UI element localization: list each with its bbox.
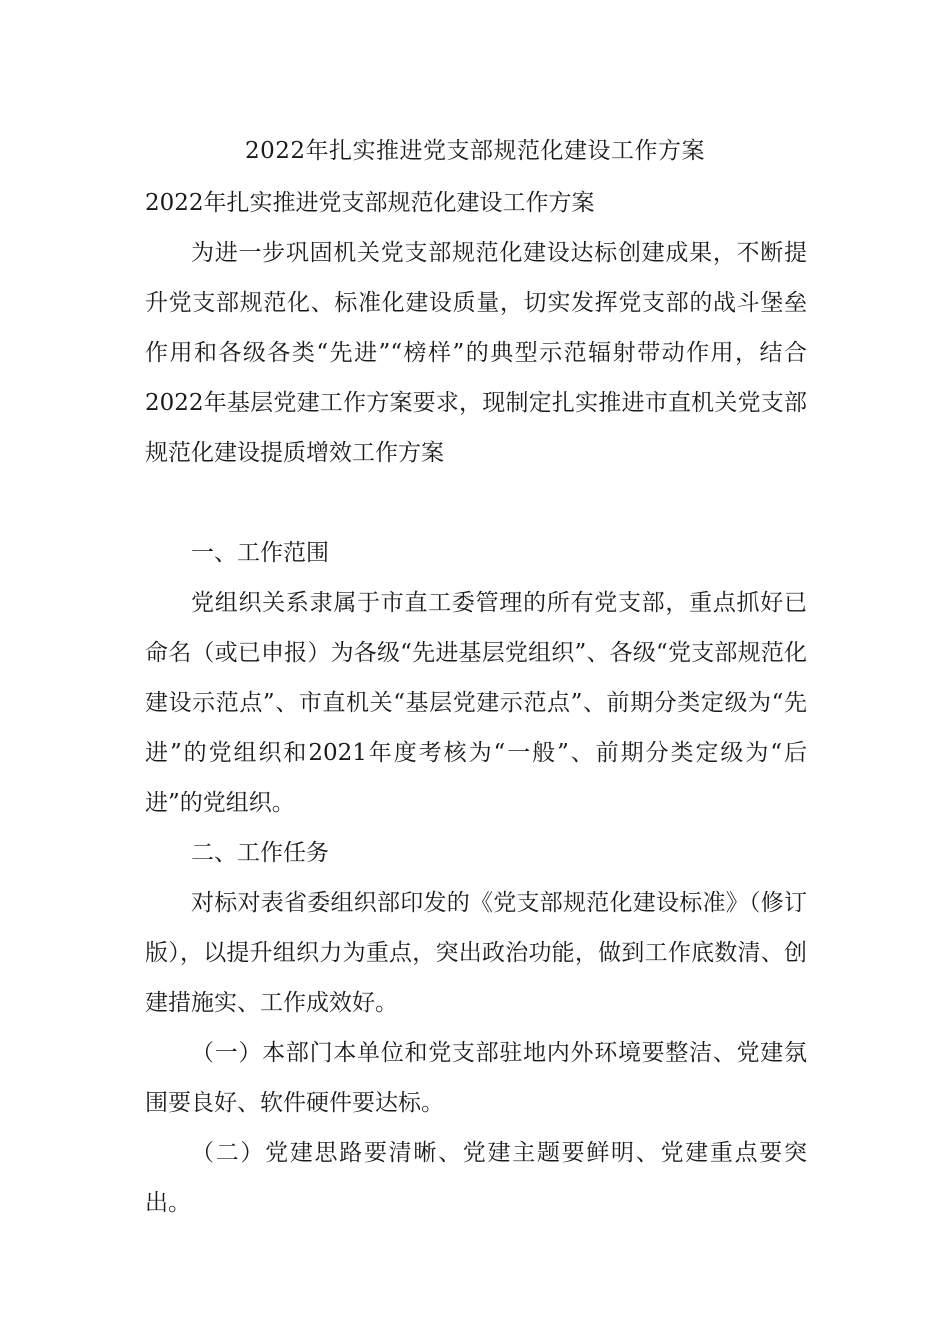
document-subtitle: 2022年扎实推进党支部规范化建设工作方案: [145, 190, 595, 216]
section-1-paragraph: 党组织关系隶属于市直工委管理的所有党支部，重点抓好已命名（或已申报）为各级“先进基层党组织”、各级“党支部规范化建设示范点”、市直机关“基层党建示范点”、前期分类定级为“先进”的党组织和2021年度考核为“一般”、前期分类定级为“后进”的党组织。: [145, 590, 807, 816]
document-title: 2022年扎实推进党支部规范化建设工作方案: [244, 138, 706, 164]
intro-paragraph: 为进一步巩固机关党支部规范化建设达标创建成果，不断提升党支部规范化、标准化建设质量，切实发挥党支部的战斗堡垒作用和各级各类“先进”“榜样”的典型示范辐射带动作用，结合2022年基层党建工作方案要求，现制定扎实推进市直机关党支部规范化建设提质增效工作方案: [145, 240, 807, 466]
document-body: [145, 178, 807, 1228]
section-2-paragraph: 对标对表省委组织部印发的《党支部规范化建设标准》（修订版），以提升组织力为重点，突出政治功能，做到工作底数清、创建措施实、工作成效好。: [145, 890, 807, 1016]
section-2-heading: 二、工作任务: [191, 840, 329, 866]
task-item-1: （一）本部门本单位和党支部驻地内外环境要整洁、党建氛围要良好、软件硬件要达标。: [145, 1040, 807, 1116]
section-1-heading: 一、工作范围: [191, 540, 329, 566]
task-item-2: （二）党建思路要清晰、党建主题要鲜明、党建重点要突出。: [145, 1140, 807, 1216]
paragraph-spacer: [145, 478, 807, 528]
